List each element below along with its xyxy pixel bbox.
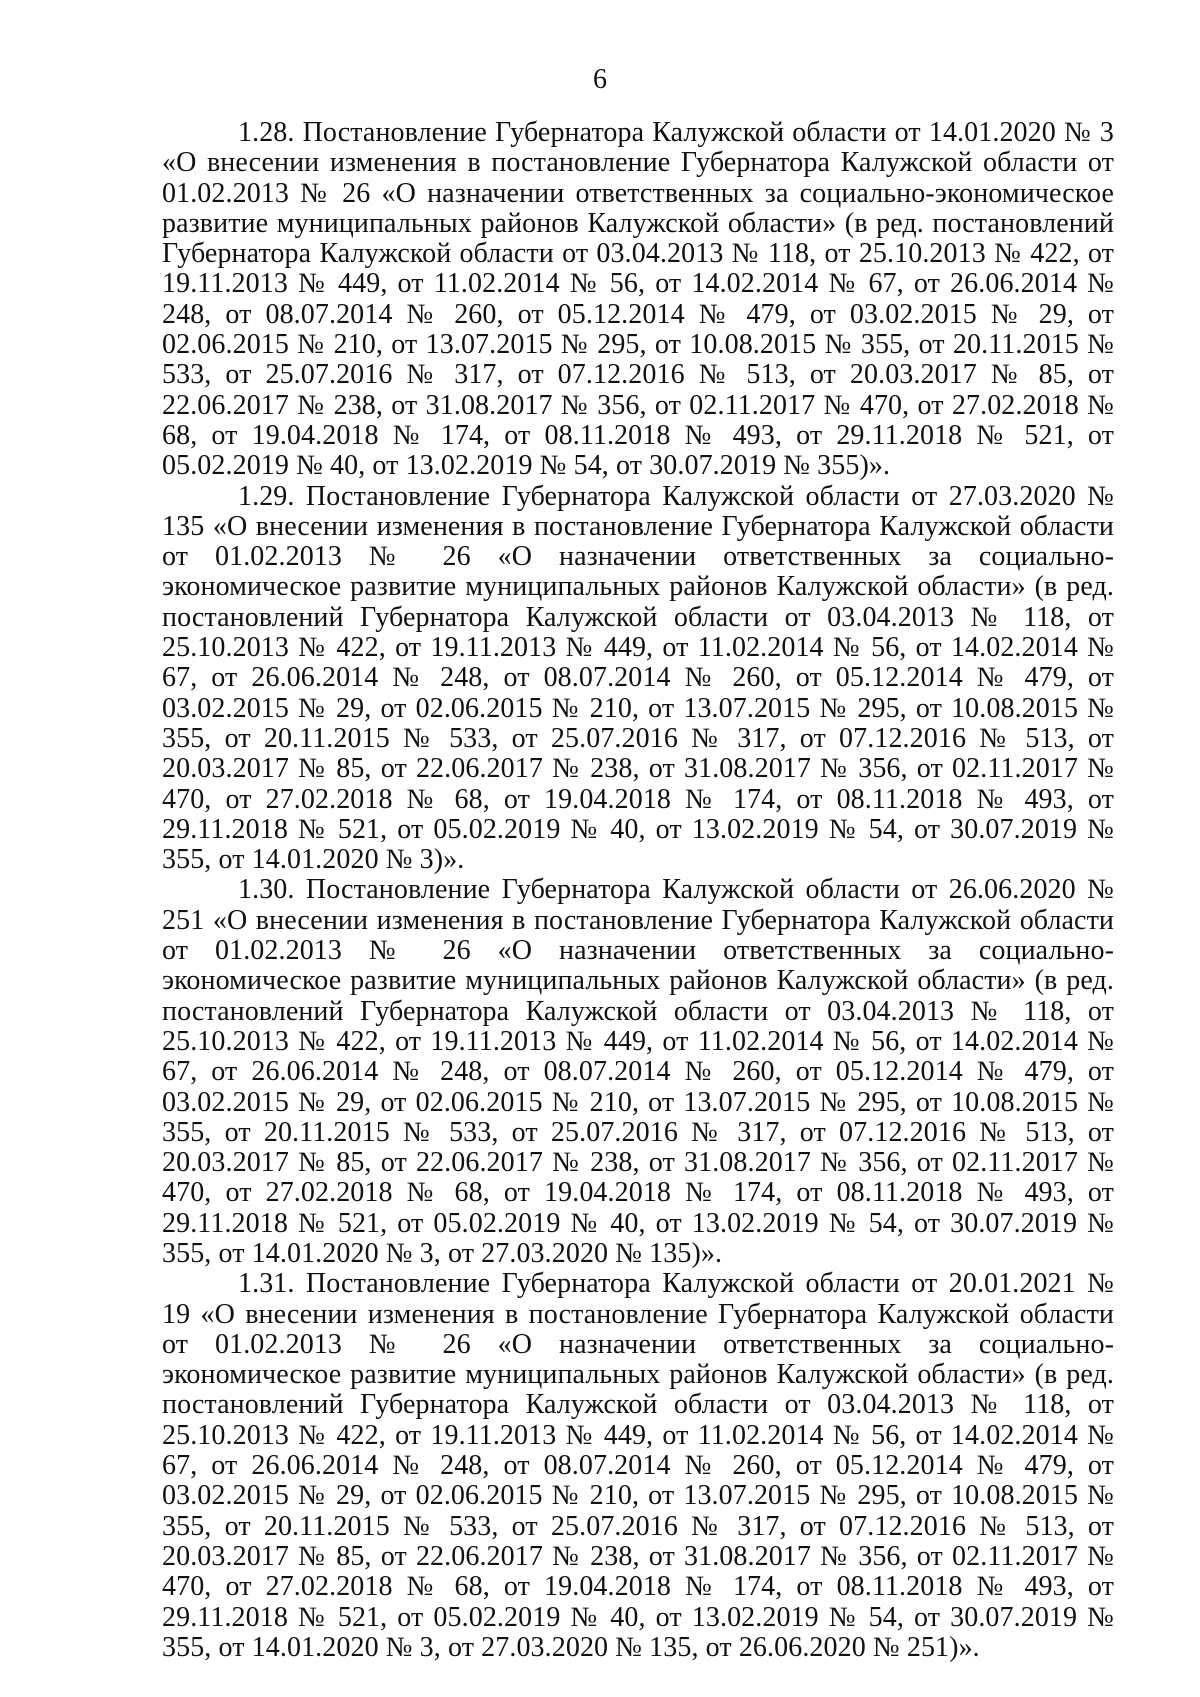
document-body: [162, 118, 1114, 1663]
paragraph-1-29: 1.29. Постановление Губернатора Калужской области от 27.03.2020 № 135 «О внесении изменения в постановление Губернатора Калужской области от 01.02.2013 № 26 «О назначении ответственных за социально-экономическое развитие муниципальных районов Калужской области» (в ред. постановлений Губернатора Калужской области от 03.04.2013 № 118, от 25.10.2013 № 422, от 19.11.2013 № 449, от 11.02.2014 № 56, от 14.02.2014 № 67, от 26.06.2014 № 248, от 08.07.2014 № 260, от 05.12.2014 № 479, от 03.02.2015 № 29, от 02.06.2015 № 210, от 13.07.2015 № 295, от 10.08.2015 № 355, от 20.11.2015 № 533, от 25.07.2016 № 317, от 07.12.2016 № 513, от 20.03.2017 № 85, от 22.06.2017 № 238, от 31.08.2017 № 356, от 02.11.2017 № 470, от 27.02.2018 № 68, от 19.04.2018 № 174, от 08.11.2018 № 493, от 29.11.2018 № 521, от 05.02.2019 № 40, от 13.02.2019 № 54, от 30.07.2019 № 355, от 14.01.2020 № 3)».: [162, 480, 1114, 876]
paragraph-1-30: 1.30. Постановление Губернатора Калужской области от 26.06.2020 № 251 «О внесении изменения в постановление Губернатора Калужской области от 01.02.2013 № 26 «О назначении ответственных за социально-экономическое развитие муниципальных районов Калужской области» (в ред. постановлений Губернатора Калужской области от 03.04.2013 № 118, от 25.10.2013 № 422, от 19.11.2013 № 449, от 11.02.2014 № 56, от 14.02.2014 № 67, от 26.06.2014 № 248, от 08.07.2014 № 260, от 05.12.2014 № 479, от 03.02.2015 № 29, от 02.06.2015 № 210, от 13.07.2015 № 295, от 10.08.2015 № 355, от 20.11.2015 № 533, от 25.07.2016 № 317, от 07.12.2016 № 513, от 20.03.2017 № 85, от 22.06.2017 № 238, от 31.08.2017 № 356, от 02.11.2017 № 470, от 27.02.2018 № 68, от 19.04.2018 № 174, от 08.11.2018 № 493, от 29.11.2018 № 521, от 05.02.2019 № 40, от 13.02.2019 № 54, от 30.07.2019 № 355, от 14.01.2020 № 3, от 27.03.2020 № 135)».: [162, 874, 1114, 1269]
paragraph-1-31: 1.31. Постановление Губернатора Калужской области от 20.01.2021 № 19 «О внесении изменения в постановление Губернатора Калужской области от 01.02.2013 № 26 «О назначении ответственных за социально-экономическое развитие муниципальных районов Калужской области» (в ред. постановлений Губернатора Калужской области от 03.04.2013 № 118, от 25.10.2013 № 422, от 19.11.2013 № 449, от 11.02.2014 № 56, от 14.02.2014 № 67, от 26.06.2014 № 248, от 08.07.2014 № 260, от 05.12.2014 № 479, от 03.02.2015 № 29, от 02.06.2015 № 210, от 13.07.2015 № 295, от 10.08.2015 № 355, от 20.11.2015 № 533, от 25.07.2016 № 317, от 07.12.2016 № 513, от 20.03.2017 № 85, от 22.06.2017 № 238, от 31.08.2017 № 356, от 02.11.2017 № 470, от 27.02.2018 № 68, от 19.04.2018 № 174, от 08.11.2018 № 493, от 29.11.2018 № 521, от 05.02.2019 № 40, от 13.02.2019 № 54, от 30.07.2019 № 355, от 14.01.2020 № 3, от 27.03.2020 № 135, от 26.06.2020 № 251)».: [162, 1268, 1114, 1663]
paragraph-1-28: 1.28. Постановление Губернатора Калужской области от 14.01.2020 № 3 «О внесении изменения в постановление Губернатора Калужской области от 01.02.2013 № 26 «О назначении ответственных за социально-экономическое развитие муниципальных районов Калужской области» (в ред. постановлений Губернатора Калужской области от 03.04.2013 № 118, от 25.10.2013 № 422, от 19.11.2013 № 449, от 11.02.2014 № 56, от 14.02.2014 № 67, от 26.06.2014 № 248, от 08.07.2014 № 260, от 05.12.2014 № 479, от 03.02.2015 № 29, от 02.06.2015 № 210, от 13.07.2015 № 295, от 10.08.2015 № 355, от 20.11.2015 № 533, от 25.07.2016 № 317, от 07.12.2016 № 513, от 20.03.2017 № 85, от 22.06.2017 № 238, от 31.08.2017 № 356, от 02.11.2017 № 470, от 27.02.2018 № 68, от 19.04.2018 № 174, от 08.11.2018 № 493, от 29.11.2018 № 521, от 05.02.2019 № 40, от 13.02.2019 № 54, от 30.07.2019 № 355)».: [162, 117, 1114, 482]
page-number: 6: [593, 64, 607, 95]
